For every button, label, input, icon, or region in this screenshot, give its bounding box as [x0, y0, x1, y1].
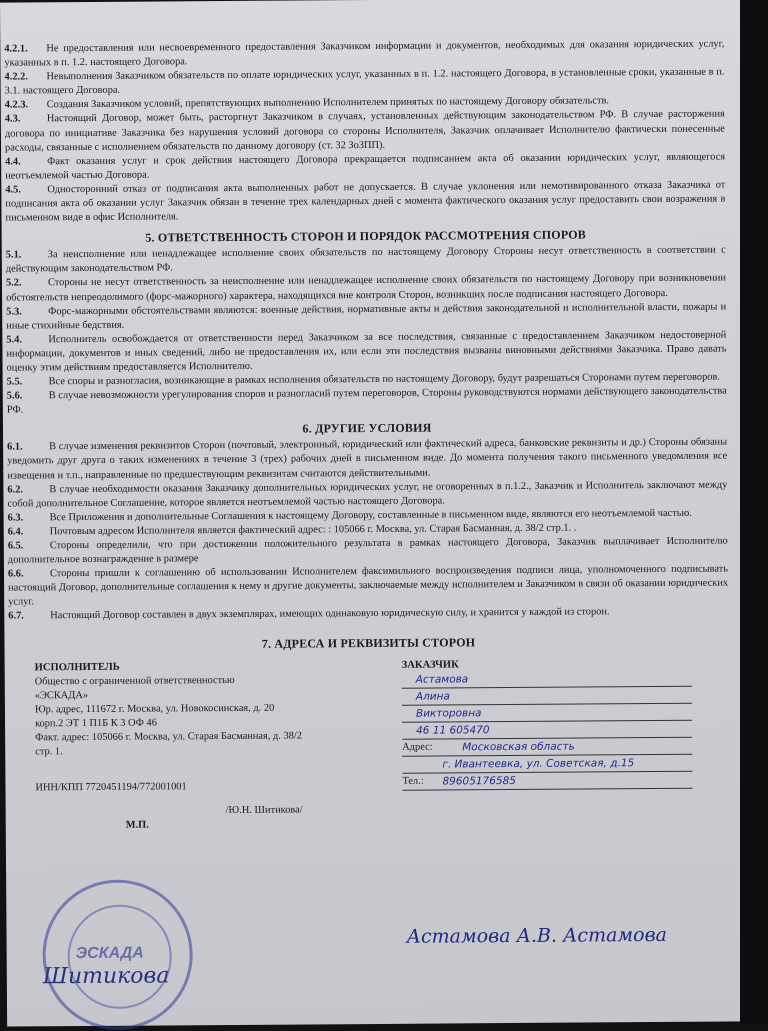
- clause-text: Настоящий Договор, может быть, расторгнут Заказчиком в случаях, установленных действующим законодательством РФ. В случае расторжения договора по инициативе Заказчика без нарушения условий договора со стороны Исполнителя, Заказчик оплачивает Исполнителю фактически понесенные расходы, связанные с исполнением обязательств по данному договору (ст. 32 ЗоЗПП).: [4, 108, 725, 154]
- clause: [6, 272, 726, 305]
- customer-address-2: г. Ивантеевка, ул. Советская, д.15: [442, 756, 635, 771]
- customer-phone: 89605176585: [442, 774, 516, 788]
- clause-number: 6.7.: [8, 610, 24, 623]
- clause-text: Все споры и разногласия, возникающие в рамках исполнения обязательств по настоящему Договору, будут разрешаться Сторонами путем переговоров.: [48, 371, 720, 388]
- clause-number: 6.3.: [7, 512, 24, 524]
- customer-header: ЗАКАЗЧИК: [401, 658, 459, 671]
- executor-org: Общество с ограниченной ответственностью: [34, 674, 235, 687]
- clause-text: Создания Заказчиком условий, препятствующих выполнению Исполнителем принятых по настоящему Договору обязательств.: [46, 95, 610, 111]
- customer-address-1: Московская область: [462, 740, 575, 753]
- executor-block: [35, 659, 381, 833]
- clause-number: 5.2.: [5, 277, 22, 289]
- executor-inn: ИНН/КПП 7720451194/772001001: [35, 780, 187, 793]
- clause-text: Стороны не несут ответственность за неисполнение или ненадлежащее исполнение своих обязательств по настоящему Договору при возникновении обстоятельств непреодолимого (форс-мажорного) характера, находящихся вне контроля Сторон, возникших после подписания настоящего Договора.: [6, 272, 726, 304]
- customer-address-line-2: [402, 755, 692, 773]
- dark-edge: [740, 0, 768, 1024]
- requisites: [9, 656, 730, 833]
- clause-number: 4.2.2.: [4, 71, 28, 83]
- customer-surname-line: [402, 670, 692, 688]
- customer-surname: Астамова: [415, 672, 469, 686]
- customer-patronymic-line: [402, 704, 692, 722]
- clause-text: Не предоставления или несвоевременного предоставления Заказчиком информации и документов, необходимых для оказания юридических услуг, указанных в п. 1.2. настоящего Договора.: [4, 38, 725, 69]
- clauses-section-5: [6, 244, 727, 418]
- clause-text: Исполнитель освобождается от ответственности перед Заказчиком за все последствия, связанные с предоставлением Заказчиком недостоверной информации, документов и иных сведений, либо не предоставления их, или если эти последствия вызваны виновными действиями Заказчика. Право давать оценку этим действиям предоставляется Исполнителю.: [6, 329, 727, 374]
- clause-text: Форс-мажорными обстоятельствами являются: военные действия, нормативные акты и действия законодательной и исполнительной власти, пожары и иные стихийные бедствия.: [6, 301, 727, 332]
- customer-block: [402, 656, 693, 830]
- clause-text: Почтовым адресом Исполнителя является фактический адрес: : 105066 г. Москва, ул. Старая Басманная, д. 38/2 стр.1. .: [49, 522, 577, 538]
- executor-actual-address-2: стр. 1.: [35, 745, 63, 757]
- executor-signatory: /Ю.Н. Шитикова/: [225, 804, 303, 816]
- clause-text: Невыполнения Заказчиком обязательств по оплате юридических услуг, указанных в п. 1.2. настоящего Договора, в установленные сроки, указанные в п. 3.1. настоящего Договора.: [4, 66, 725, 97]
- clause-text: В случае необходимости оказания Заказчику дополнительных юридических услуг, не оговоренных в п.1.2., Заказчик и Исполнитель заключают между собой дополнительное Соглашение, которое является неотъемлемой частью настоящего Договора.: [7, 479, 728, 510]
- customer-passport: 46 11 605470: [416, 723, 490, 737]
- customer-phone-label: Тел.:: [402, 775, 424, 787]
- clause-number: 4.5.: [5, 184, 21, 196]
- clauses-section-4: [4, 38, 725, 226]
- clause-number: 6.4.: [7, 526, 24, 538]
- clauses-section-6: [7, 436, 728, 624]
- clause-number: 6.2.: [7, 484, 24, 496]
- clause-number: 4.4.: [5, 156, 21, 168]
- clause: [6, 328, 726, 375]
- executor-header: ИСПОЛНИТЕЛЬ: [34, 661, 120, 673]
- executor-name: «ЭСКАДА»: [34, 689, 89, 701]
- section-5-title: 5. ОТВЕТСТВЕННОСТЬ СТОРОН И ПОРЯДОК РАССМОТРЕНИЯ СПОРОВ: [145, 227, 587, 245]
- customer-name: Алина: [415, 690, 450, 703]
- stamp-text: ЭСКАДА: [75, 944, 144, 963]
- section-7-title: 7. АДРЕСА И РЕКВИЗИТЫ СТОРОН: [261, 634, 476, 651]
- clause-text: В случае изменения реквизитов Сторон (почтовый, электронный, юридический или фактический адреса, банковские реквизиты и др.) Стороны обязаны уведомить друг друга о таких изменениях в течение 3 (трех) рабочих дней в письменном виде. До момента получения такого письменного уведомления все извещения и т.п., направленные по предшествующим реквизитам считаются действительными.: [7, 436, 728, 482]
- clause-text: Настоящий Договор составлен в двух экземплярах, имеющих одинаковую юридическую силу, и хранится у каждой из сторон.: [50, 606, 610, 622]
- clause-number: 5.1.: [5, 249, 22, 261]
- executor-actual-address: Факт. адрес: 105066 г. Москва, ул. Старая Басманная, д. 38/2: [35, 730, 302, 743]
- clause-number: 5.6.: [6, 390, 23, 402]
- clause-number: 4.3.: [4, 113, 21, 126]
- executor-legal-address: Юр. адрес, 111672 г. Москва, ул. Новокосинская, д. 20: [34, 702, 275, 715]
- section-6-title: 6. ДРУГИЕ УСЛОВИЯ: [302, 420, 432, 436]
- clause-text: В случае невозможности урегулирования споров и разногласий путем переговоров, Стороны руководствуются нормами действующего законодательства РФ.: [6, 385, 727, 416]
- clause-number: 5.3.: [6, 306, 22, 318]
- clause: [8, 563, 728, 610]
- clause-number: 5.5.: [6, 376, 23, 388]
- clause-text: Стороны пришли к соглашению об использовании Исполнителем факсимильного воспроизведения подписи лица, уполномоченного подписывать настоящий Договор, дополнительные соглашения к нему и другие документы, заключаемые между исполнителем и Заказчиком в связи об оказании юридических услуг.: [8, 563, 729, 608]
- clause-number: 6.1.: [7, 441, 23, 453]
- executor-legal-address-2: корп.2 ЭТ 1 П1Б К 3 ОФ 46: [35, 717, 157, 729]
- customer-signature: Астамова А.В. Астамова: [406, 923, 668, 948]
- executor-signature: Шитикова: [42, 963, 170, 990]
- clause: [7, 436, 727, 483]
- customer-phone-line: [402, 772, 692, 790]
- customer-address-line: [402, 738, 692, 756]
- clause-number: 6.5.: [7, 540, 24, 552]
- clause: [5, 178, 725, 225]
- clause: [7, 385, 727, 418]
- customer-address-label: Адрес:: [402, 741, 433, 753]
- clause-number: 6.6.: [7, 568, 24, 580]
- clause-text: Факт оказания услуг и срок действия настоящего Договора прекращается подписанием акта об оказании юридических услуг, являющегося неотъемлемой частью Договора.: [5, 151, 726, 182]
- clause-number: 4.2.1.: [4, 43, 28, 55]
- clause-number: 4.2.3.: [4, 99, 29, 111]
- clause-text: За неисполнение или ненадлежащее исполнение своих обязательств по настоящему Договору Стороны несут ответственность в соответствии с действующим законодательством РФ.: [5, 244, 726, 275]
- executor-mp: М.П.: [125, 819, 149, 831]
- clause-text: Односторонний отказ от подписания акта выполненных работ не допускается. В случае уклонения или немотивированного отказа Заказчика от подписания акта об оказании услуг Заказчик обязан в течение трех календарных дней с момента фактического оказания услуг предоставить свои возражения в письменном виде в офис Исполнителя.: [5, 179, 726, 224]
- company-stamp: [42, 879, 193, 1030]
- customer-name-line: [402, 687, 692, 705]
- clause-text: Стороны определили, что при достижении положительного результата в рамках настоящего Договора, Заказчик выплачивает Исполнителю дополнительное вознаграждение в размере: [7, 535, 728, 566]
- clause: [5, 108, 725, 155]
- clause-number: 5.4.: [6, 334, 22, 346]
- customer-patronymic: Викторовна: [415, 706, 482, 720]
- clause-text: Все Приложения и дополнительные Соглашения к настоящему Договору, составленные в письменном виде, являются его неотъемлемой частью.: [49, 507, 692, 524]
- customer-passport-line: [402, 721, 692, 739]
